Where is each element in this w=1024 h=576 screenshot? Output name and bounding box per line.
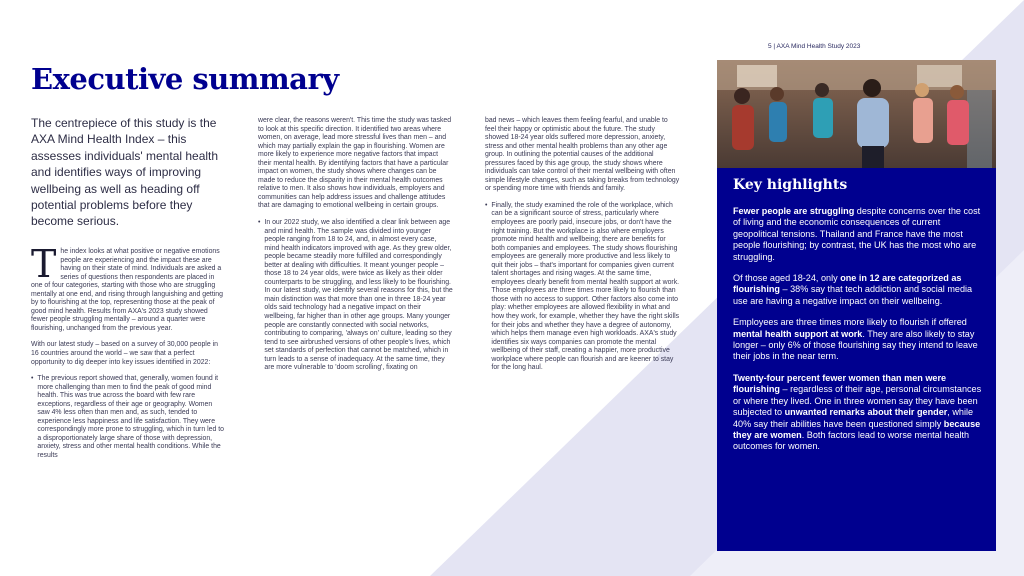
bullet-text: In our 2022 study, we also identified a clear link between age and mind health. The sample was divided into younger people ranging from 18 to 24, and, in almost every case, mind health indicators improved with age. As they grew older, people became steadily more fulfilled and correspondingly better at dealing with difficulties. It meant younger people – those 18 to 24 year olds, were twice as likely as their older counterparts to be struggling, and less likely to be flourishing. In our latest study, we identify several reasons for this, but the main distinction was that more than one in three 18-24 year olds said technology had a negative impact on their wellbeing, far higher than in other age groups. Many younger people are constantly connected with social networks, contributing to comparing, 'always on' culture, leading so they tend to see airbrushed versions of other people's lives, which set standards of perfection that cannot be matched, which in turn leads to a sense of inadequacy. At the same time, they are more vulnerable to 'doom scrolling', fixating on	[264, 219, 453, 372]
text-column-3	[485, 117, 680, 373]
highlight-lead: because they are women	[733, 418, 981, 440]
text-column-2	[258, 117, 453, 373]
key-highlights-panel	[717, 60, 996, 551]
bullet-text: The previous report showed that, generally, women found it more challenging than men to find the peak of good mind health. This was true across the board with few rare exceptions, regardless of their age or geography. Women saw 4% less often than men and, as such, tended to experience less happiness and life satisfaction. They were correspondingly more prone to struggling, which in turn led to a disproportionately large share of those with depression, anxiety, stress and other mental health conditions. While the results	[37, 375, 224, 460]
highlights-list	[733, 206, 983, 463]
paragraph	[31, 242, 226, 333]
bullet-icon: •	[258, 219, 261, 227]
highlight-text: . Both factors lead to worse mental health outcomes for women.	[733, 429, 970, 452]
highlight-text: Of those aged 18-24, only	[733, 273, 841, 284]
bullet-item	[31, 375, 226, 460]
fitness-class-photo	[717, 60, 996, 168]
paragraph: bad news – which leaves them feeling fearful, and unable to feel their happy or optimistic about the future. The study showed 18-24 year olds suffered more depression, anxiety, stress and other mental health problems than any other age group. In outlining the potential causes of the additional pressures faced by this age group, the study shows where individuals can take control of their mental wellbeing with often simple lifestyle changes, such as taking breaks from technology or spending more time with friends and family.	[485, 117, 680, 193]
intro-paragraph: The centrepiece of this study is the AXA Mind Health Index – this assesses individuals' mental health and identifies ways of improving wellbeing as well as heading off potential problems before they become serious.	[31, 116, 219, 229]
page-title: Executive summary	[31, 62, 339, 96]
bullet-icon: •	[485, 201, 488, 209]
bullet-icon: •	[31, 375, 34, 383]
bullet-item	[258, 219, 453, 373]
paragraph: were clear, the reasons weren't. This time the study was tasked to look at this specific direction. It identified two areas where women, on average, lead more stressful lives than men – and which may partially explain the gap in flourishing. Women are more likely to experience more negative factors that impact their mental health. By identifying factors that have a particular impact on women, the study shows where changes can be made to reduce the disparity in their mental health outcomes relative to men. It also shows how individuals, employers and communities can help address issues and challenge attitudes that are damaging to emotional wellbeing in certain groups.	[258, 117, 452, 210]
highlight-3	[733, 317, 983, 363]
highlight-text: despite concerns over the cost of living and the economic consequences of current geopolitical tensions. Thailand and France have the most people flourishing; by contrast, the UK has the most who are struggling.	[733, 206, 981, 262]
paragraph: With our latest study – based on a survey of 30,000 people in 16 countries around the world – we saw that a perfect opportunity to dig deeper into key issues identified in 2022:	[31, 341, 218, 366]
page-header: 5 | AXA Mind Health Study 2023	[768, 43, 861, 50]
highlight-2	[733, 273, 983, 307]
highlight-4	[733, 373, 983, 453]
highlight-text: , while 40% say their abilities have been questioned simply	[733, 407, 974, 429]
paragraph-text: he index looks at what positive or negative emotions people are experiencing and the impact these are having on their state of mind. Individuals are asked a series of questions then respondents are placed in one of four categories, starting with those who are struggling mentally at one end, and rising through languishing and getting by to flourishing at the top, representing those at the peak of good mind health. Results from AXA's 2023 study showed fewer people struggling mentally – around a quarter were flourishing, unchanged from the previous year.	[31, 248, 223, 332]
highlight-text: Employees are three times more likely to flourish if offered	[733, 317, 967, 328]
highlight-text: – regardless of their age, personal circumstances or where they lived. One in three women say they have been subjected to	[733, 384, 982, 418]
bullet-text: Finally, the study examined the role of the workplace, which can be a significant source of stress, particularly where employees are poorly paid, insecure jobs, or don't have the right training. But the workplace is also where employers promote mind health and wellbeing; there are benefits for both companies and employees. The study shows flourishing employees are generally more productive and less likely to quit their jobs – that's important for companies given current talent shortages and rising wages. At the same time, employees clearly benefit from mental health support at work. Those employees are three times more likely to flourish than those with no access to support. Other factors also come into play: whether employees are allowed flexibility in what and how they work, for example, whether they have the right skills for their jobs and whether they have a degree of autonomy, which helps them manage even high workloads. AXA's study identifies six ways companies can promote the mental wellbeing of their staff, creating a happier, more productive workplace where people can flourish and are keener to stay for the long haul.	[491, 201, 680, 372]
highlight-lead: Fewer people are struggling	[733, 206, 855, 216]
drop-cap: T	[31, 242, 57, 286]
highlight-lead: mental health support at work	[733, 328, 863, 339]
key-highlights-title: Key highlights	[733, 177, 848, 193]
text-column-1	[31, 242, 226, 461]
highlight-1	[733, 206, 983, 263]
highlight-text: . They are also likely to stay longer – only 6% of those flourishing say they intend to leave their jobs in the near term.	[733, 328, 978, 362]
highlight-text: – 38% say that tech addiction and social media use are having a negative impact on their wellbeing.	[733, 284, 973, 306]
bullet-item	[485, 202, 680, 373]
highlight-lead: Twenty-four percent fewer women than men were flourishing	[733, 372, 947, 395]
highlight-lead: one in 12 are categorized as flourishing	[733, 273, 962, 295]
highlight-lead: unwanted remarks about their gender	[784, 407, 948, 418]
